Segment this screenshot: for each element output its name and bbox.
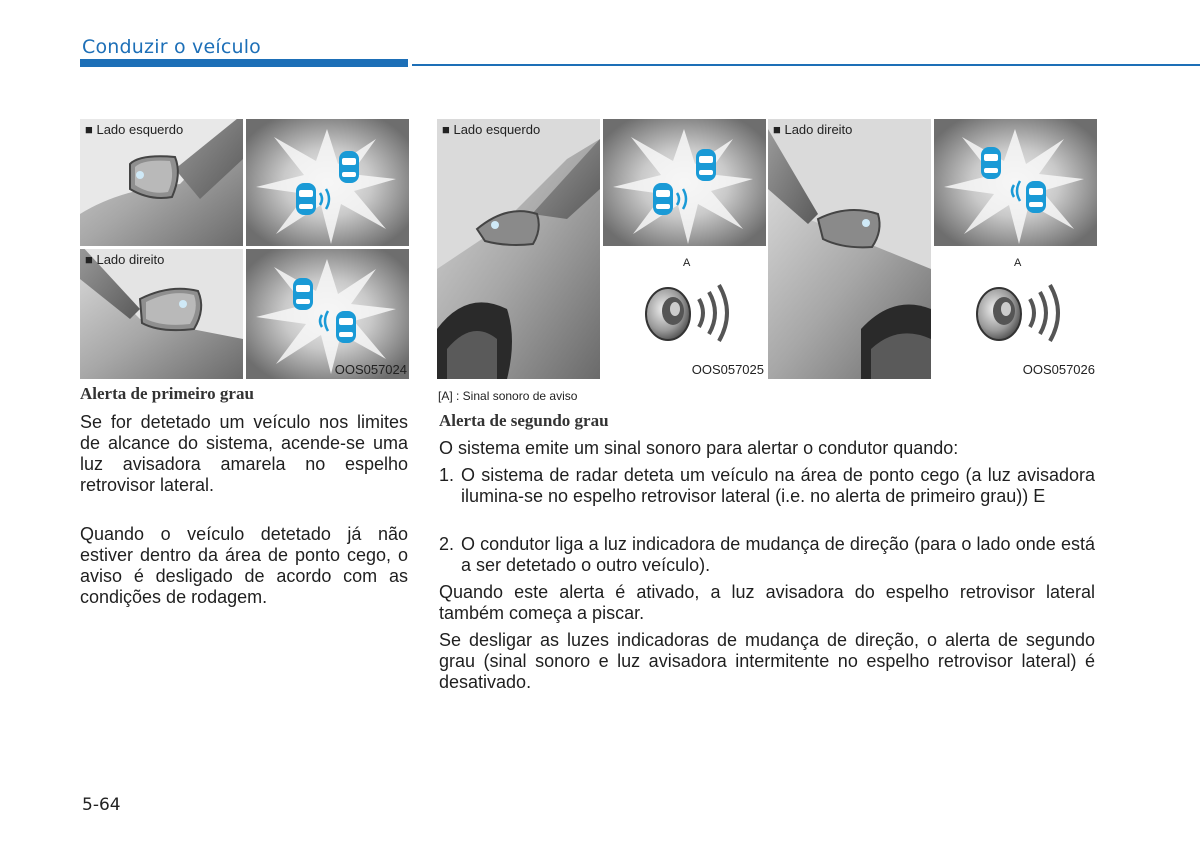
figure-second-alert-left [437, 119, 766, 379]
first-alert-para1: Se for detetado um veículo nos limites de alcance do sistema, acende-se uma luz avisadora amarela no espelho retrovisor lateral. [80, 412, 408, 495]
list-text: O sistema de radar deteta um veículo na área de ponto cego (a luz avisadora ilumina-se no espelho retrovisor lateral (i.e. no alerta de primeiro grau)) E [461, 465, 1095, 506]
car-side-photo-left [437, 119, 600, 379]
list-number: 1. [439, 465, 455, 485]
list-number: 2. [439, 534, 455, 554]
second-alert-heading: Alerta de segundo grau [439, 411, 609, 430]
header-rule-thick [80, 59, 408, 67]
list-item [439, 465, 1095, 529]
figure-caption-left-top: ■ Lado esquerdo [85, 122, 184, 137]
figure-note: [A] : Sinal sonoro de aviso [438, 389, 578, 403]
figure-code-middle: OOS057025 [691, 362, 764, 377]
mirror-photo-right [80, 249, 243, 379]
second-alert-para1: Quando este alerta é ativado, a luz avisadora do espelho retrovisor lateral também começa a piscar. [439, 582, 1095, 623]
list-item [439, 534, 1095, 578]
speaker-panel-right [934, 249, 1097, 379]
header-rule-thin [412, 64, 1200, 66]
figure-second-alert-right [768, 119, 1097, 379]
figure-caption-left-bottom: ■ Lado direito [85, 252, 165, 267]
first-alert-heading: Alerta de primeiro grau [80, 384, 254, 403]
second-alert-intro: O sistema emite um sinal sonoro para alertar o condutor quando: [439, 438, 959, 458]
section-title: Conduzir o veículo [82, 36, 262, 58]
figure-first-alert [80, 119, 409, 379]
radar-burst-top [246, 119, 409, 246]
speaker-panel-middle [603, 249, 766, 379]
speaker-label-middle: A [683, 257, 691, 269]
car-side-photo-right [768, 119, 931, 379]
second-alert-para2: Se desligar as luzes indicadoras de mudança de direção, o alerta de segundo grau (sinal sonoro e luz avisadora intermitente no espelho retrovisor lateral) é desativado. [439, 630, 1095, 692]
radar-burst-right [934, 119, 1097, 246]
radar-burst-bottom [246, 249, 409, 379]
figure-code-left: OOS057024 [334, 362, 407, 377]
list-text: O condutor liga a luz indicadora de mudança de direção (para o lado onde está a ser detetado o outro veículo). [461, 534, 1095, 575]
speaker-label-right: A [1014, 257, 1022, 269]
first-alert-para2: Quando o veículo detetado já não estiver dentro da área de ponto cego, o aviso é desligado de acordo com as condições de rodagem. [80, 524, 408, 607]
figure-caption-middle: ■ Lado esquerdo [442, 122, 541, 137]
page-number: 5-64 [82, 795, 121, 815]
figure-code-right: OOS057026 [1022, 362, 1095, 377]
figure-caption-right: ■ Lado direito [773, 122, 853, 137]
mirror-photo-left [80, 119, 243, 246]
radar-burst-middle [603, 119, 766, 246]
